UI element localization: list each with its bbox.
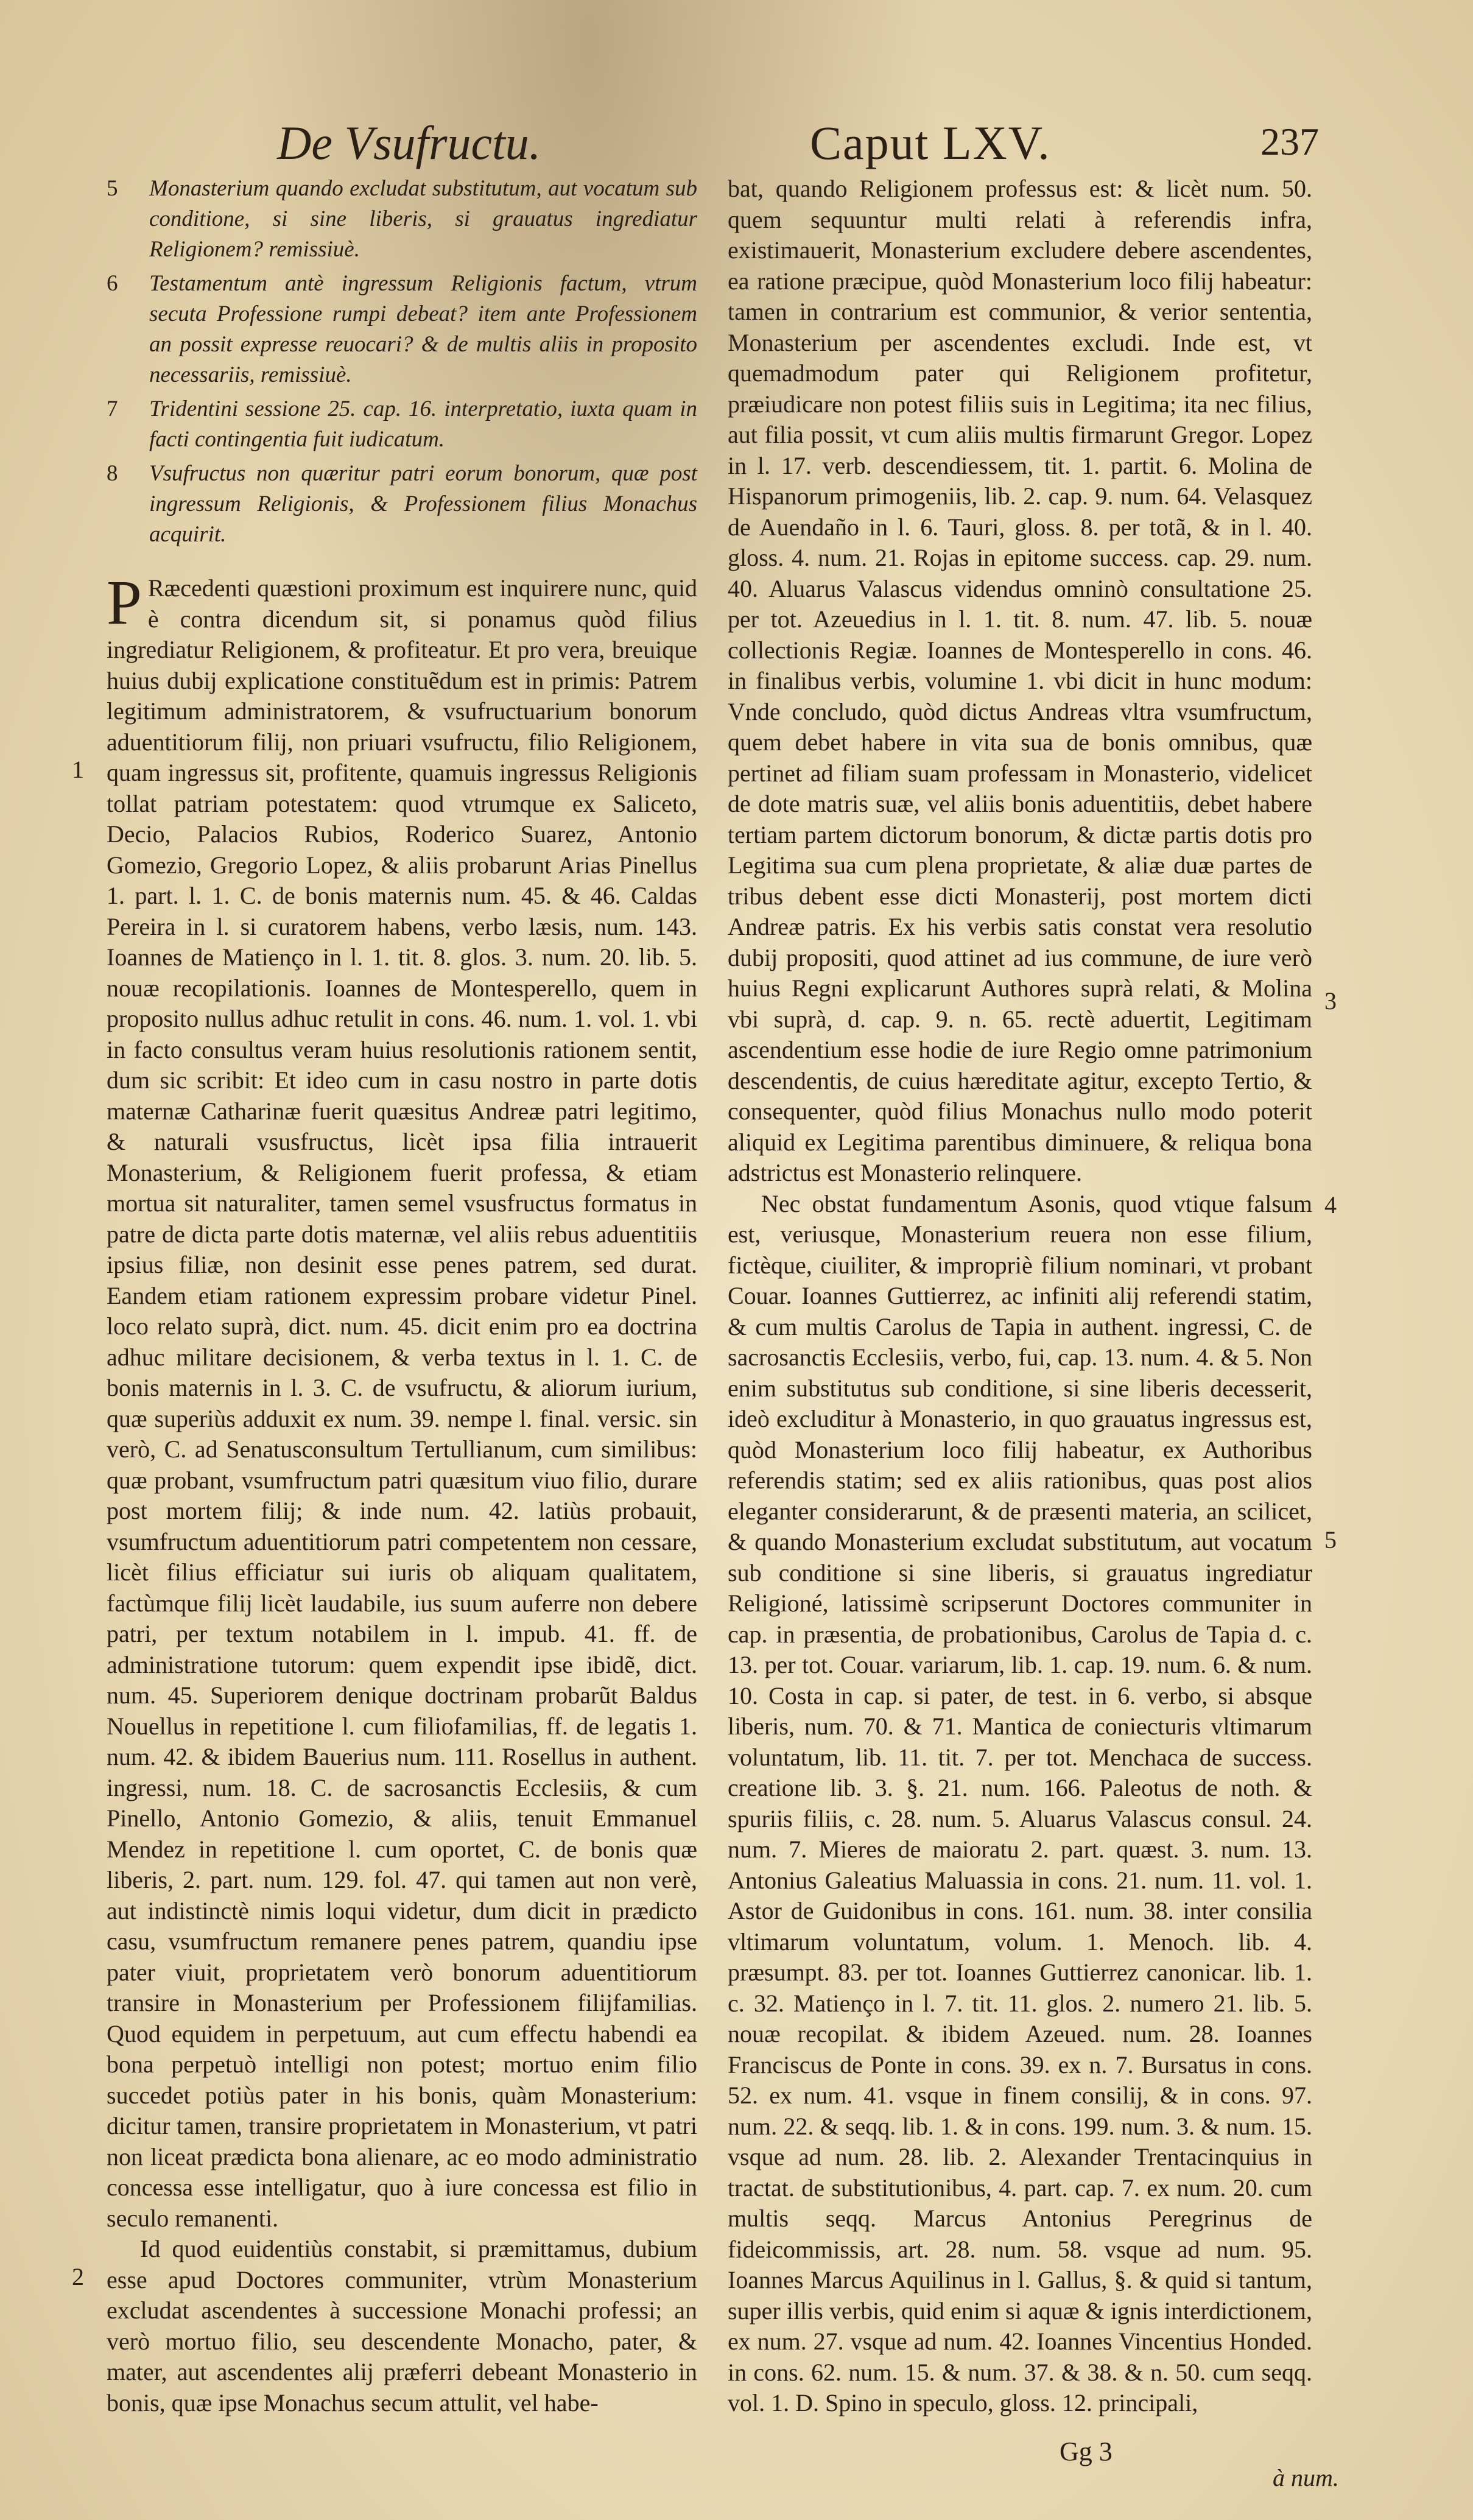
- right-column: [728, 174, 1312, 2419]
- summary-item-number: 5: [107, 176, 118, 201]
- summary-item: [107, 394, 697, 455]
- header-chapter-title: Caput LXV.: [810, 116, 1051, 169]
- summary-item-text: Monasterium quando excludat substitutum, aut vocatum sub conditione, si sine liberis, si grauatus ingrediatur Religionem? remissiuè.: [149, 176, 697, 262]
- drop-cap: P: [107, 568, 142, 638]
- summary-item-number: 6: [107, 271, 118, 296]
- signature-mark: Gg 3: [1060, 2437, 1113, 2466]
- summary-item-number: 8: [107, 461, 118, 486]
- summary-item: [107, 269, 697, 390]
- body-paragraph: [107, 2234, 697, 2418]
- summary-item-text: Testamentum antè ingressum Religionis factum, vtrum secuta Professione rumpi debeat? item ante Professionem an possit expresse reuocari? & de multis aliis in proposito necessariis, remissiuè.: [149, 271, 697, 387]
- paragraph-text: Nec obstat fundamentum Asonis, quod vtique falsum est, veriusque, Monasterium reuera non esse filium, fictèque, ciuiliter, & impropriè filium nominari, vt probant Couar. Ioannes Guttierrez, ac infiniti alij referendi statim, & cum multis Carolus de Tapia in authent. ingressi, C. de sacrosanctis Ecclesiis, verbo, fui, cap. 13. num. 4. & 5. Non enim substitutus sub conditione, si sine liberis decesserit, ideò excluditur à Monasterio, in quo grauatus ingressus est, quòd Monasterium loco filij habeatur, ex Authoribus referendis statim; sed ex aliis rationibus, quas post alios eleganter considerarunt, & de præsenti materia, an scilicet, & quando Monasterium excludat substitutum, aut vocatum sub conditione si sine liberis, si grauatus ingrediatur Religioné, latissimè scripserunt Doctores communiter in cap. in præsentia, de probationibus, Carolus de Tapia d. c. 13. per tot. Couar. variarum, lib. 1. cap. 19. num. 6. & num. 10. Costa in cap. si pater, de test. in 6. verbo, si absque liberis, num. 70. & 71. Mantica de coniecturis vltimarum voluntatum, lib. 11. tit. 7. per tot. Menchaca de success. creatione lib. 3. §. 21. num. 166. Paleotus de noth. & spuriis filiis, c. 28. num. 5. Aluarus Valascus consul. 24. num. 7. Mieres de maioratu 2. part. quæst. 3. num. 13. Antonius Galeatius Maluassia in cons. 21. num. 11. vol. 1. Astor de Guidonibus in cons. 161. num. 38. inter consilia vltimarum voluntatum, volum. 1. Menoch. lib. 4. præsumpt. 83. per tot. Ioannes Guttierrez canonicar. lib. 1. c. 32. Matienço in l. 7. tit. 11. glos. 2. numero 21. lib. 5. nouæ recopilat. & ibidem Azeued. num. 28. Ioannes Franciscus de Ponte in cons. 39. ex n. 7. Bursatus in cons. 52. ex num. 41. vsque in finem consilij, & in cons. 97. num. 22. & seqq. lib. 1. & in cons. 199. num. 3. & num. 15. vsque ad num. 28. lib. 2. Alexander Trentacinquius in tractat. de substitutionibus, 4. part. cap. 7. ex num. 20. cum multis seqq. Marcus Antonius Peregrinus de fideicommissis, art. 28. num. 58. vsque ad num. 95. Ioannes Marcus Aquilinus in l. Gallus, §. & quid si tantum, super illis verbis, quid enim si aquæ & ignis interdictionem, ex num. 27. vsque ad num. 42. Ioannes Vincentius Honded. in cons. 62. num. 15. & num. 37. & 38. & n. 50. cum seqq. vol. 1. D. Spino in speculo, gloss. 12. principali,: [728, 1189, 1312, 2416]
- paragraph-text: bat, quando Religionem professus est: & licèt num. 50. quem sequuntur multi relati à referendis infra, existimauerit, Monasterium excludere debere ascendentes, ea ratione præcipue, quòd Monasterium loco filij habeatur: tamen in contrarium est communior, & verior sententia, Monasterium per ascendentes excludi. Inde est, vt quemadmodum pater qui Religionem profitetur, præiudicare non potest filiis suis in Legitima; ita nec filius, aut filia possit, vt cum aliis multis firmarunt Gregor. Lopez in l. 17. verb. descendiessem, tit. 1. partit. 6. Molina de Hispanorum primogeniis, lib. 2. cap. 9. num. 64. Velasquez de Auendaño in l. 6. Tauri, gloss. 8. per totã, & in l. 40. gloss. 4. num. 21. Rojas in epitome success. cap. 29. num. 40. Aluarus Valascus videndus omninò consultatione 25. per tot. Azeuedius in l. 1. tit. 8. num. 47. lib. 5. nouæ collectionis Regiæ. Ioannes de Montesperello in cons. 46. in finalibus verbis, volumine 1. vbi dicit in hunc modum: Vnde concludo, quòd dictus Andreas vltra vsumfructum, quem debet habere in vita sua de bonis omnibus, quæ pertinet ad filiam suam professam in Monasterio, videlicet de dote matris suæ, vel aliis bonis aduentitiis, debet habere tertiam partem dictorum bonorum, & dictæ partis dotis pro Legitima sua cum plena proprietate, & aliæ duæ partes de tribus debent esse dicti Monasterij, post mortem dicti Andreæ patris. Ex his verbis satis constat vera resolutio dubij propositi, quod attinet ad ius commune, de iure verò huius Regni explicarunt Authores suprà relati, & Molina vbi suprà, d. cap. 9. n. 65. rectè aduertit, Legitimam ascendentium esse hodie de iure Regio omne patrimonium descendentis, de cuius hæreditate agitur, excepto Tertio, & consequenter, quòd filius Monachus nullo modo poterit aliquid ex Legitima parentibus diminuere, & reliqua bona adstrictus est Monasterio relinquere.: [728, 175, 1312, 1186]
- summary-list: [107, 174, 697, 550]
- paragraph-text: Ræcedenti quæstioni proximum est inquirere nunc, quid è contra dicendum sit, si ponamus quòd filius ingrediatur Religionem, & profiteatur. Et pro vera, breuique huius dubij explicatione constituẽdum est in primis: Patrem legitimum administratorem, & vsufructuarium bonorum aduentitiorum filij, non priuari vsufructu, filio Religionem, quam ingressus sit, profitente, quamuis ingressus Religionis tollat patriam potestatem: quod vtrumque ex Saliceto, Decio, Palacios Rubios, Roderico Suarez, Antonio Gomezio, Gregorio Lopez, & aliis probarunt Arias Pinellus 1. part. l. 1. C. de bonis maternis num. 45. & 46. Caldas Pereira in l. si curatorem habens, verbo læsis, num. 143. Ioannes de Matienço in l. 1. tit. 8. glos. 3. num. 20. lib. 5. nouæ recopilationis. Ioannes de Montesperello, quem in proposito nullus adhuc retulit in cons. 46. num. 1. vol. 1. vbi in facto consultus veram huius resolutionis rationem sentit, dum sic scribit: Et ideo cum in casu nostro in parte dotis maternæ Catharinæ fuerit quæsitus Andreæ patri legitimo, & naturali vsusfructus, licèt ipsa filia intrauerit Monasterium, & Religionem fuerit professa, & etiam mortua sit naturaliter, tamen semel vsusfructus formatus in patre de dicta parte dotis maternæ, vel aliis rebus aduentitiis ipsius filiæ, non desinit esse penes patrem, sed durat. Eandem etiam rationem expressim probare videtur Pinel. loco relato suprà, dict. num. 45. dicit enim pro ea doctrina adhuc militare decisionem, & verba textus in l. 1. C. de bonis maternis in l. 3. C. de vsufructu, & aliorum iurium, quæ superiùs adduxit ex num. 39. nempe l. final. versic. sin verò, C. ad Senatusconsultum Tertullianum, cum similibus: quæ probant, vsumfructum patri quæsitum viuo filio, durare post mortem filij; & inde num. 42. latiùs probauit, vsumfructum aduentitiorum patri competentem non cessare, licèt filius efficiatur sui iuris ob aliquam qualitatem, factùmque filij licèt laudabile, ius suum auferre non debere patri, per textum notabilem in l. impub. 41. ff. de administratione tutorum: quem expendit ipse ibidẽ, dict. num. 45. Superiorem denique doctrinam probarũt Baldus Nouellus in repetitione l. cum filiofamilias, ff. de legatis 1. num. 42. & ibidem Bauerius num. 111. Rosellus in authent. ingressi, num. 18. C. de sacrosanctis Ecclesiis, & cum Pinello, Antonio Gomezio, & aliis, tenuit Emmanuel Mendez in repetitione l. cum oportet, C. de bonis quæ liberis, 2. part. num. 129. fol. 47. qui tamen aut non verè, aut indistinctè nimis loqui videtur, dum dicit in prædicto casu, vsumfructum remanere penes patrem, quandiu ipse pater viuit, proprietatem verò bonorum aduentitiorum transire in Monasterium per Professionem filijfamilias. Quod equidem in perpetuum, aut cum effectu habendi ea bona perpetuò intelligi non potest; mortuo enim filio succedet potiùs pater in his bonis, quàm Monasterium: dicitur tamen, transire proprietatem in Monasterium, vt patri non liceat prædicta bona alienare, ac eo modo administratio concessa esse intelligatur, quo à iure concessa est filio in seculo remanenti.: [107, 574, 697, 2232]
- body-paragraph: [107, 568, 697, 2234]
- header-left-title: De Vsufructu.: [277, 116, 541, 169]
- page-number: 237: [1260, 120, 1319, 163]
- paragraph-text: Id quod euidentiùs constabit, si præmittamus, dubium esse apud Doctores communiter, vtrùm Monasterium excludat ascendentes à successione Monachi professi; an verò mortuo filio, seu descendente Monacho, pater, & mater, aut ascendentes alij præferri debeant Monasterio in bonis, quæ ipse Monachus secum attulit, vel habe-: [107, 2235, 697, 2416]
- margin-number: 4: [1324, 1191, 1337, 1219]
- body-paragraph: [728, 174, 1312, 1189]
- summary-item-number: 7: [107, 396, 118, 421]
- catchword: à num.: [1273, 2464, 1339, 2491]
- body-paragraph: [728, 1189, 1312, 2419]
- left-column: [107, 174, 697, 2418]
- summary-item: [107, 459, 697, 550]
- summary-item: [107, 174, 697, 265]
- margin-number: 1: [72, 756, 84, 783]
- running-header: [0, 116, 1473, 183]
- summary-item-text: Vsufructus non quæritur patri eorum bonorum, quæ post ingressum Religionis, & Professionem filius Monachus acquirit.: [149, 461, 697, 547]
- margin-number: 2: [72, 2263, 84, 2290]
- summary-item-text: Tridentini sessione 25. cap. 16. interpretatio, iuxta quam in facti contingentia fuit iudicatum.: [149, 396, 697, 452]
- margin-number: 3: [1324, 987, 1337, 1015]
- margin-number: 5: [1324, 1526, 1337, 1554]
